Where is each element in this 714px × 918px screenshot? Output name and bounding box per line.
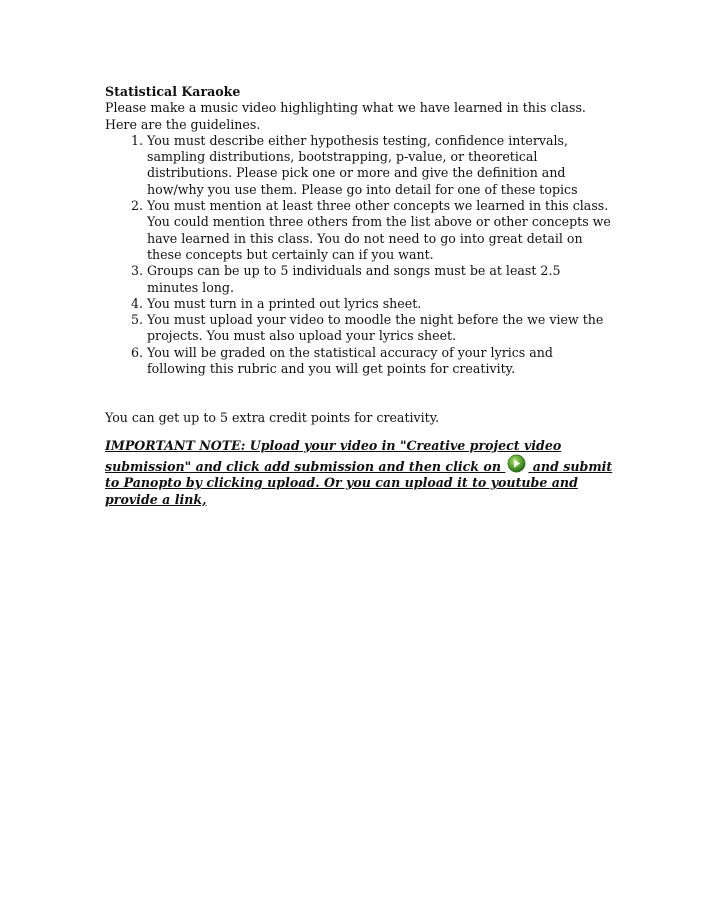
guideline-item: 6. You will be graded on the statistical accuracy of your lyrics and following this rubric and you will get points for creativity. (147, 345, 615, 378)
guideline-item: 2. You must mention at least three other concepts we learned in this class. You could mention three others from the list above or other concepts we have learned in this class. You do not need to go into great detail on these concepts but certainly can if you want. (147, 198, 615, 263)
important-note-part1: IMPORTANT NOTE: Upload your video in "Creative project video submission" and click add submission and then click on (105, 437, 562, 474)
important-note (105, 438, 615, 508)
document-page (105, 84, 615, 508)
extra-credit-note: You can get up to 5 extra credit points for creativity. (105, 410, 440, 426)
guidelines-list (105, 133, 615, 377)
important-note-part2: and submit to Panopto by clicking upload. Or you can upload it to youtube and provide a link, (105, 458, 613, 507)
guideline-item: 3. Groups can be up to 5 individuals and songs must be at least 2.5 minutes long. (147, 263, 615, 296)
guideline-item: 1. You must describe either hypothesis testing, confidence intervals, sampling distributions, bootstrapping, p-value, or theoretical distributions. Please pick one or more and give the definition and how/why you use them. Please go into detail for one of these topics (147, 133, 615, 198)
document-title: Statistical Karaoke (105, 84, 241, 99)
intro-paragraph: Please make a music video highlighting what we have learned in this class. Here are the guidelines. (105, 100, 586, 132)
panopto-icon (507, 454, 526, 473)
guideline-item: 4. You must turn in a printed out lyrics sheet. (147, 296, 615, 312)
spacer (105, 377, 615, 410)
guideline-item: 5. You must upload your video to moodle the night before the we view the projects. You must also upload your lyrics sheet. (147, 312, 615, 345)
